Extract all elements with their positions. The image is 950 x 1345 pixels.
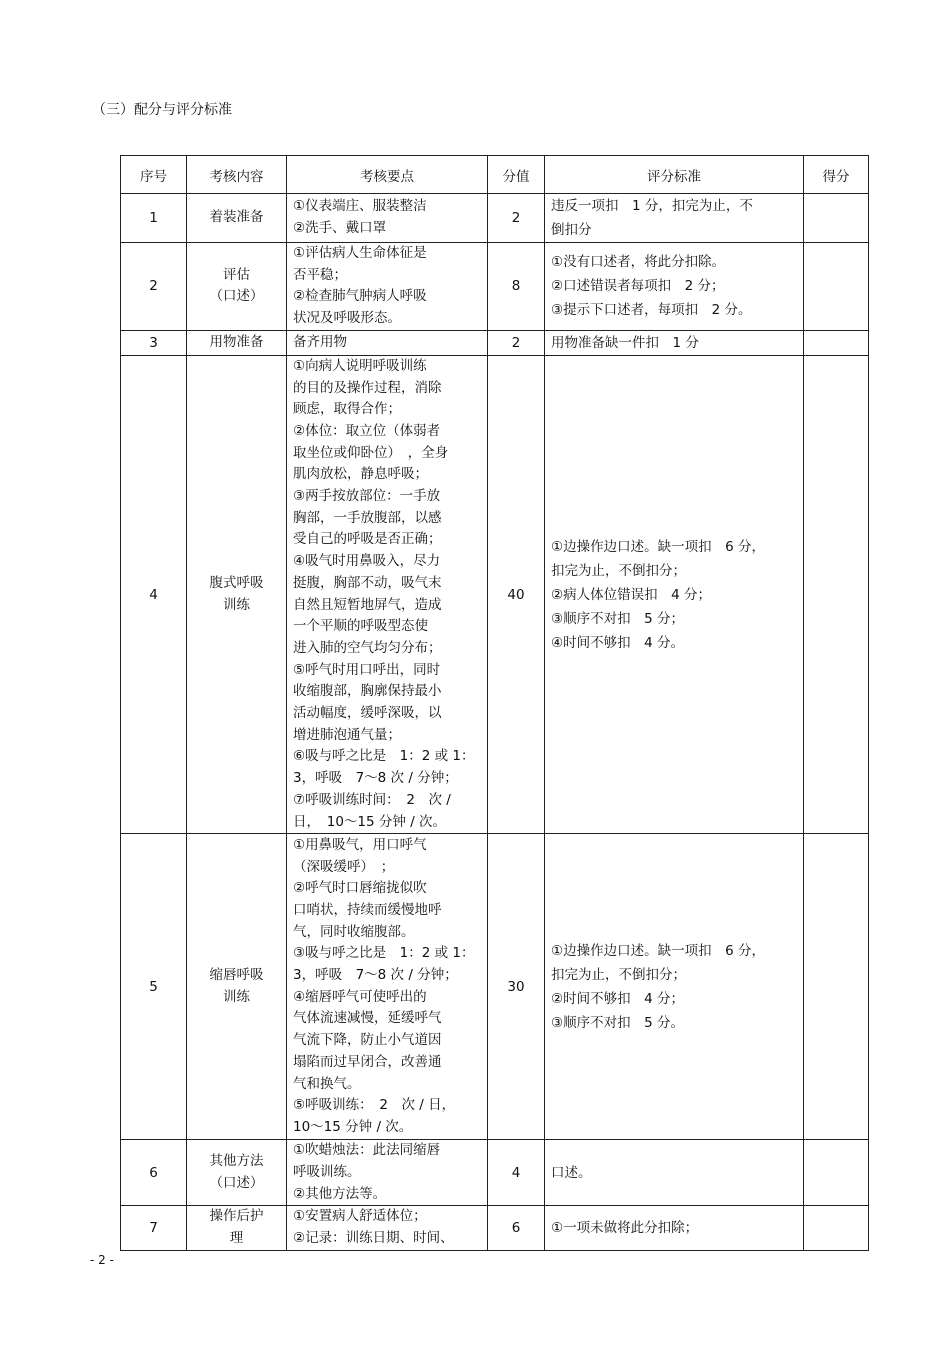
table-header-row (121, 156, 869, 194)
cell-points-line: ④缩唇呼气可使呼出的 (293, 988, 427, 1005)
cell-criteria-line: 扣完为止，不倒扣分； (551, 562, 686, 579)
cell-content (187, 330, 287, 355)
cell-score: 8 (488, 243, 545, 331)
cell-points-line: ②记录：训练日期、时间、 (293, 1230, 454, 1247)
cell-no: 1 (121, 194, 187, 243)
cell-content-line: 其他方法 (209, 1153, 264, 1170)
cell-points-line: ⑦呼吸训练时间： 2 次 / (293, 791, 451, 808)
cell-content-line: 用物准备 (209, 333, 264, 350)
cell-no: 5 (121, 834, 187, 1140)
cell-points-line: ①向病人说明呼吸训练 (293, 357, 427, 374)
cell-points-line: 10～15 分钟 / 次。 (293, 1119, 413, 1135)
cell-criteria-line: ④时间不够扣 4 分。 (551, 634, 684, 651)
cell-points-line: ①用鼻吸气，用口呼气 (293, 836, 427, 853)
cell-no: 2 (121, 243, 187, 331)
cell-content (187, 194, 287, 243)
cell-criteria (545, 194, 804, 243)
header-points: 考核要点 (287, 156, 488, 194)
cell-got (804, 243, 869, 331)
cell-criteria-line: ③提示下口述者，每项扣 2 分。 (551, 302, 752, 319)
cell-points-line: ②呼气时口唇缩拢似吹 (293, 880, 427, 897)
cell-points-line: 口哨状，持续而缓慢地呼 (293, 901, 442, 918)
header-content: 考核内容 (187, 156, 287, 194)
cell-points-line: （深吸缓呼） ； (293, 858, 395, 875)
cell-points-line: 胸部，一手放腹部，以感 (293, 509, 442, 526)
cell-content (187, 355, 287, 833)
cell-criteria-line: ③顺序不对扣 5 分。 (551, 1014, 684, 1031)
cell-points-line: 挺腹，胸部不动，吸气末 (293, 574, 442, 591)
table-row (121, 1140, 869, 1206)
cell-points-line: ③两手按放部位：一手放 (293, 488, 441, 505)
cell-score: 30 (488, 834, 545, 1140)
cell-score: 2 (488, 330, 545, 355)
cell-points-line: ①吹蜡烛法：此法同缩唇 (293, 1142, 441, 1159)
cell-got (804, 330, 869, 355)
cell-criteria-line: ③顺序不对扣 5 分； (551, 610, 684, 627)
cell-criteria-line: ②时间不够扣 4 分； (551, 990, 684, 1007)
cell-points (287, 834, 488, 1140)
cell-content (187, 834, 287, 1140)
cell-points (287, 355, 488, 833)
cell-points-line: 状况及呼吸形态。 (293, 310, 401, 327)
cell-points-line: 气和换气。 (293, 1075, 361, 1092)
cell-content (187, 1140, 287, 1206)
header-score: 分值 (488, 156, 545, 194)
cell-content-line: （口述） (209, 288, 264, 305)
cell-points-line: 日， 10～15 分钟 / 次。 (293, 813, 447, 830)
cell-score: 6 (488, 1206, 545, 1250)
cell-criteria-line: 用物准备缺一件扣 1 分 (551, 334, 699, 351)
cell-points (287, 243, 488, 331)
header-got: 得分 (804, 156, 869, 194)
table-row (121, 834, 869, 1140)
cell-content-line: 训练 (223, 988, 250, 1005)
table-row (121, 355, 869, 833)
cell-content-line: 训练 (223, 596, 250, 613)
cell-points-line: 塌陷而过早闭合，改善通 (293, 1053, 442, 1070)
cell-points (287, 1206, 488, 1250)
header-criteria: 评分标准 (545, 156, 804, 194)
cell-points-line: ①仪表端庄、服装整洁 (293, 198, 427, 215)
header-no: 序号 (121, 156, 187, 194)
cell-no: 6 (121, 1140, 187, 1206)
cell-points-line: 进入肺的空气均匀分布； (293, 639, 442, 656)
cell-points-line: 3，呼吸 7～8 次 / 分钟； (293, 770, 458, 787)
cell-criteria-line: 违反一项扣 1 分，扣完为止，不 (551, 198, 753, 214)
cell-content (187, 1206, 287, 1250)
cell-points-line: ②其他方法等。 (293, 1185, 387, 1202)
cell-criteria (545, 243, 804, 331)
cell-content-line: （口述） (209, 1174, 264, 1191)
cell-criteria (545, 1140, 804, 1206)
cell-content-line: 缩唇呼吸 (209, 967, 264, 984)
cell-points-line: 肌肉放松，静息呼吸； (293, 466, 428, 483)
cell-points-line: 否平稳； (293, 266, 347, 283)
cell-points-line: 取坐位或仰卧位） ，全身 (293, 444, 449, 461)
cell-content-line: 操作后护 (209, 1208, 264, 1225)
cell-points-line: ③吸与呼之比是 1：2 或 1： (293, 945, 475, 962)
cell-points (287, 1140, 488, 1206)
cell-score: 4 (488, 1140, 545, 1206)
scoring-table (120, 155, 869, 1251)
cell-points-line: 气体流速减慢，延缓呼气 (293, 1010, 442, 1027)
section-title: （三）配分与评分标准 (92, 102, 232, 118)
cell-points-line: 顾虑，取得合作； (293, 401, 401, 418)
cell-points-line: 增进肺泡通气量； (293, 726, 401, 743)
cell-points-line: ①评估病人生命体征是 (293, 245, 427, 261)
cell-criteria (545, 1206, 804, 1250)
cell-points-line: 活动幅度，缓呼深吸，以 (293, 705, 442, 722)
cell-criteria-line: 倒扣分 (551, 222, 592, 238)
cell-points-line: ②检查肺气肿病人呼吸 (293, 288, 427, 305)
cell-points (287, 330, 488, 355)
cell-points-line: ⑥吸与呼之比是 1：2 或 1： (293, 748, 475, 765)
cell-got (804, 355, 869, 833)
table-row (121, 194, 869, 243)
cell-content-line: 着装准备 (209, 209, 264, 226)
cell-no: 7 (121, 1206, 187, 1250)
cell-points-line: 自然且短暂地屏气，造成 (293, 596, 442, 613)
cell-score: 40 (488, 355, 545, 833)
cell-criteria-line: 口述。 (551, 1164, 592, 1181)
cell-points-line: ⑤呼气时用口呼出，同时 (293, 661, 441, 678)
cell-criteria-line: 扣完为止，不倒扣分； (551, 966, 686, 983)
cell-criteria (545, 355, 804, 833)
cell-points-line: 一个平顺的呼吸型态使 (293, 618, 428, 635)
cell-criteria-line: ②口述错误者每项扣 2 分； (551, 278, 725, 295)
cell-points-line: 备齐用物 (293, 333, 347, 350)
cell-criteria-line: ①一项未做将此分扣除； (551, 1220, 699, 1237)
cell-no: 4 (121, 355, 187, 833)
cell-got (804, 1206, 869, 1250)
cell-points-line: 气流下降，防止小气道因 (293, 1032, 442, 1049)
cell-points-line: 受自己的呼吸是否正确； (293, 531, 442, 548)
table-row (121, 243, 869, 331)
cell-got (804, 1140, 869, 1206)
cell-points (287, 194, 488, 243)
cell-points-line: ②体位：取立位（体弱者 (293, 422, 441, 439)
cell-content-line: 评估 (223, 266, 250, 283)
cell-content (187, 243, 287, 331)
cell-criteria-line: ①边操作边口述。缺一项扣 6 分， (551, 538, 765, 555)
page-number: - 2 - (90, 1253, 114, 1267)
cell-got (804, 834, 869, 1140)
cell-criteria-line: ②病人体位错误扣 4 分； (551, 586, 711, 603)
cell-criteria (545, 834, 804, 1140)
cell-points-line: ⑤呼吸训练： 2 次 / 日， (293, 1097, 456, 1114)
cell-content-line: 理 (229, 1230, 244, 1247)
cell-criteria-line: ①边操作边口述。缺一项扣 6 分， (551, 942, 765, 959)
cell-points-line: ④吸气时用鼻吸入，尽力 (293, 553, 441, 570)
cell-points-line: ②洗手、戴口罩 (293, 220, 387, 236)
cell-points-line: 呼吸训练。 (293, 1163, 361, 1180)
cell-got (804, 194, 869, 243)
cell-criteria (545, 330, 804, 355)
cell-points-line: ①安置病人舒适体位； (293, 1208, 427, 1225)
table-row (121, 330, 869, 355)
cell-points-line: 3，呼吸 7～8 次 / 分钟； (293, 967, 458, 984)
table-row (121, 1206, 869, 1250)
cell-criteria-line: ①没有口述者，将此分扣除。 (551, 254, 726, 271)
cell-points-line: 收缩腹部，胸廓保持最小 (293, 683, 442, 700)
cell-points-line: 的目的及操作过程，消除 (293, 379, 442, 396)
cell-content-line: 腹式呼吸 (209, 574, 264, 591)
cell-no: 3 (121, 330, 187, 355)
cell-points-line: 气，同时收缩腹部。 (293, 923, 415, 940)
cell-score: 2 (488, 194, 545, 243)
